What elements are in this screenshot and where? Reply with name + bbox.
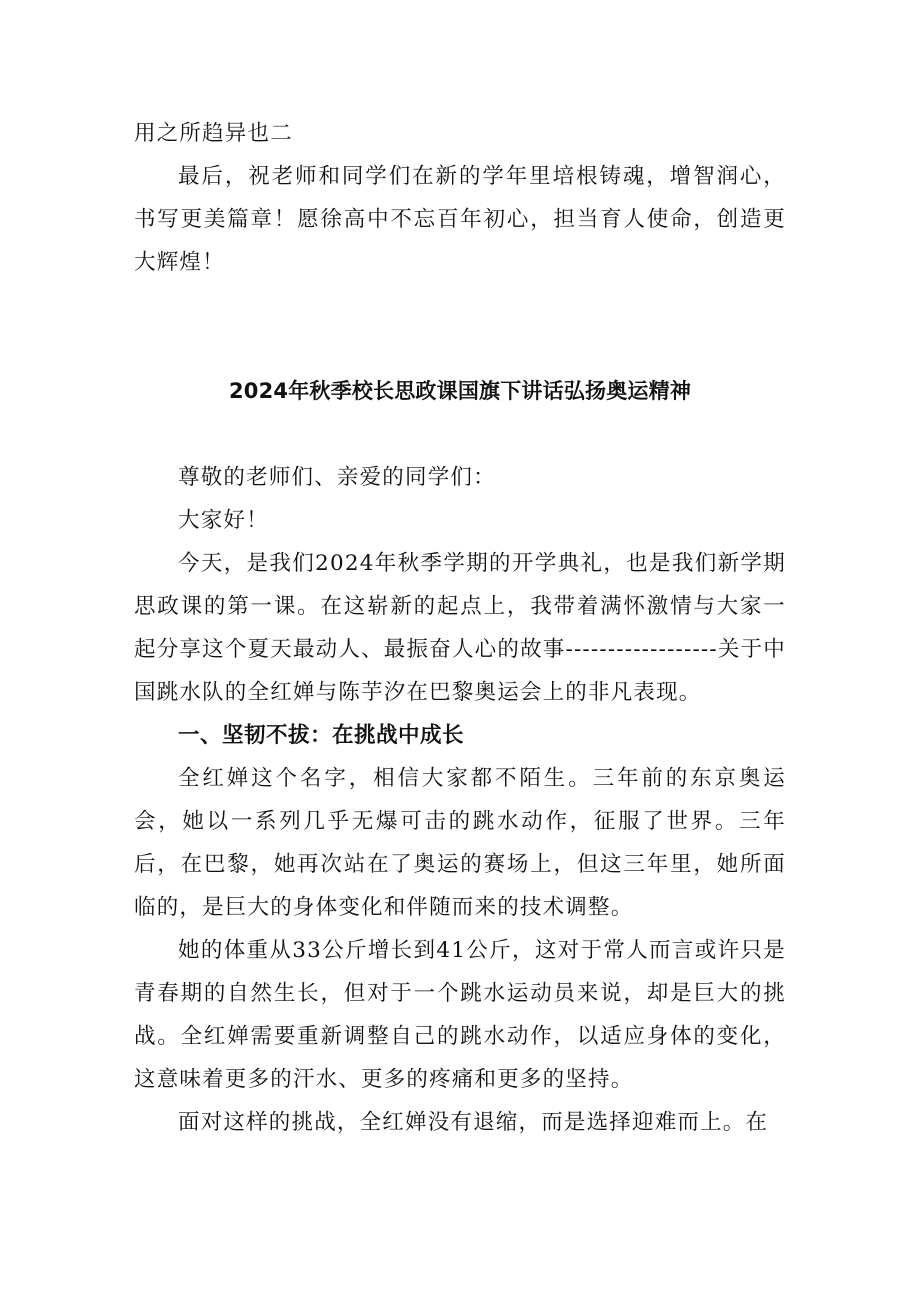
body-paragraph: 面对这样的挑战，全红婵没有退缩，而是选择迎难而上。在 <box>178 1110 769 1135</box>
continuation-line: 用之所趋异也二 <box>134 121 293 146</box>
closing-paragraph: 最后，祝老师和同学们在新的学年里培根铸魂，增智润心，书写更美篇章！愿徐高中不忘百年初心，担当育人使命，创造更大辉煌！ <box>134 164 786 275</box>
body-paragraph: 她的体重从33公斤增长到41公斤，这对于常人而言或许只是青春期的自然生长，但对于一个跳水运动员来说，却是巨大的挑战。全红婵需要重新调整自己的跳水动作，以适应身体的变化，这意味着更多的汗水、更多的疼痛和更多的坚持。 <box>134 938 786 1092</box>
page-content <box>134 112 786 1144</box>
intro-paragraph: 今天，是我们2024年秋季学期的开学典礼，也是我们新学期思政课的第一课。在这崭新的起点上，我带着满怀激情与大家一起分享这个夏天最动人、最振奋人心的故事------------------关于中国跳水队的全红婵与陈芋汐在巴黎奥运会上的非凡表现。 <box>134 551 786 705</box>
section-spacer <box>134 284 786 370</box>
salutation: 尊敬的老师们、亲爱的同学们： <box>178 465 496 490</box>
section-spacer <box>134 413 786 456</box>
greeting: 大家好！ <box>178 508 269 533</box>
section-heading: 一、坚韧不拔：在挑战中成长 <box>178 723 465 748</box>
speech-title: 2024年秋季校长思政课国旗下讲话弘扬奥运精神 <box>228 379 692 403</box>
body-paragraph: 全红婵这个名字，相信大家都不陌生。三年前的东京奥运会，她以一系列几乎无爆可击的跳水动作，征服了世界。三年后，在巴黎，她再次站在了奥运的赛场上，但这三年里，她所面临的，是巨大的身体变化和伴随而来的技术调整。 <box>134 766 786 920</box>
